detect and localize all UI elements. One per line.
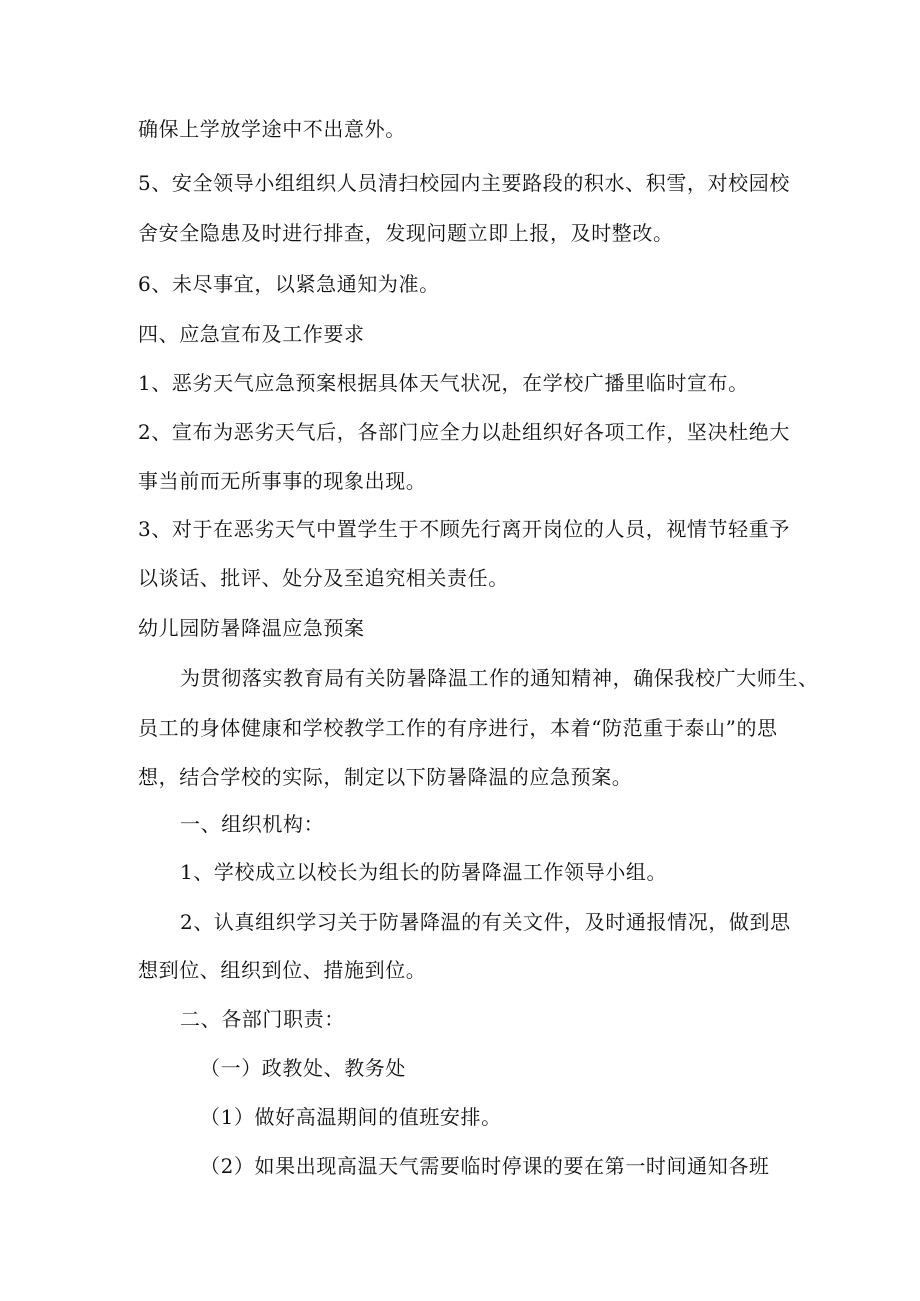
text-line: （1）做好高温期间的值班安排。 [200,1105,502,1129]
text-line: 5、安全领导小组组织人员清扫校园内主要路段的积水、积雪，对校园校 [138,171,790,195]
text-line: 舍安全隐患及时进行排查，发现问题立即上报，及时整改。 [138,221,674,245]
subsection-heading: （一）政教处、教务处 [200,1056,406,1080]
section-heading: 一、组织机构： [180,812,325,836]
text-line: 事当前而无所事事的现象出现。 [138,469,427,493]
section-heading: 四、应急宣布及工作要求 [138,322,365,346]
document-title: 幼儿园防暑降温应急预案 [138,616,365,640]
text-line: （2）如果出现高温天气需要临时停课的要在第一时间通知各班 [200,1154,770,1178]
text-line: 1、恶劣天气应急预案根据具体天气状况，在学校广播里临时宣布。 [138,371,749,395]
text-line: 6、未尽事宜，以紧急通知为准。 [138,272,440,296]
paragraph-first-line: 为贯彻落实教育局有关防暑降温工作的通知精神，确保我校广大师生、 [180,666,819,690]
text-line: 想，结合学校的实际，制定以下防暑降温的应急预案。 [138,765,633,789]
text-line: 确保上学放学途中不出意外。 [138,117,406,141]
text-line: 2、宣布为恶劣天气后，各部门应全力以赴组织好各项工作，坚决杜绝大 [138,420,790,444]
text-line: 1、学校成立以校长为组长的防暑降温工作领导小组。 [180,860,668,884]
text-line: 2、认真组织学习关于防暑降温的有关文件，及时通报情况，做到思 [180,910,791,934]
text-line: 员工的身体健康和学校教学工作的有序进行，本着“防范重于泰山”的思 [138,716,778,740]
text-line: 3、对于在恶劣天气中置学生于不顾先行离开岗位的人员，视情节轻重予 [138,517,790,541]
section-heading: 二、各部门职责： [180,1007,345,1031]
text-line: 以谈话、批评、处分及至追究相关责任。 [138,566,509,590]
text-line: 想到位、组织到位、措施到位。 [138,958,427,982]
